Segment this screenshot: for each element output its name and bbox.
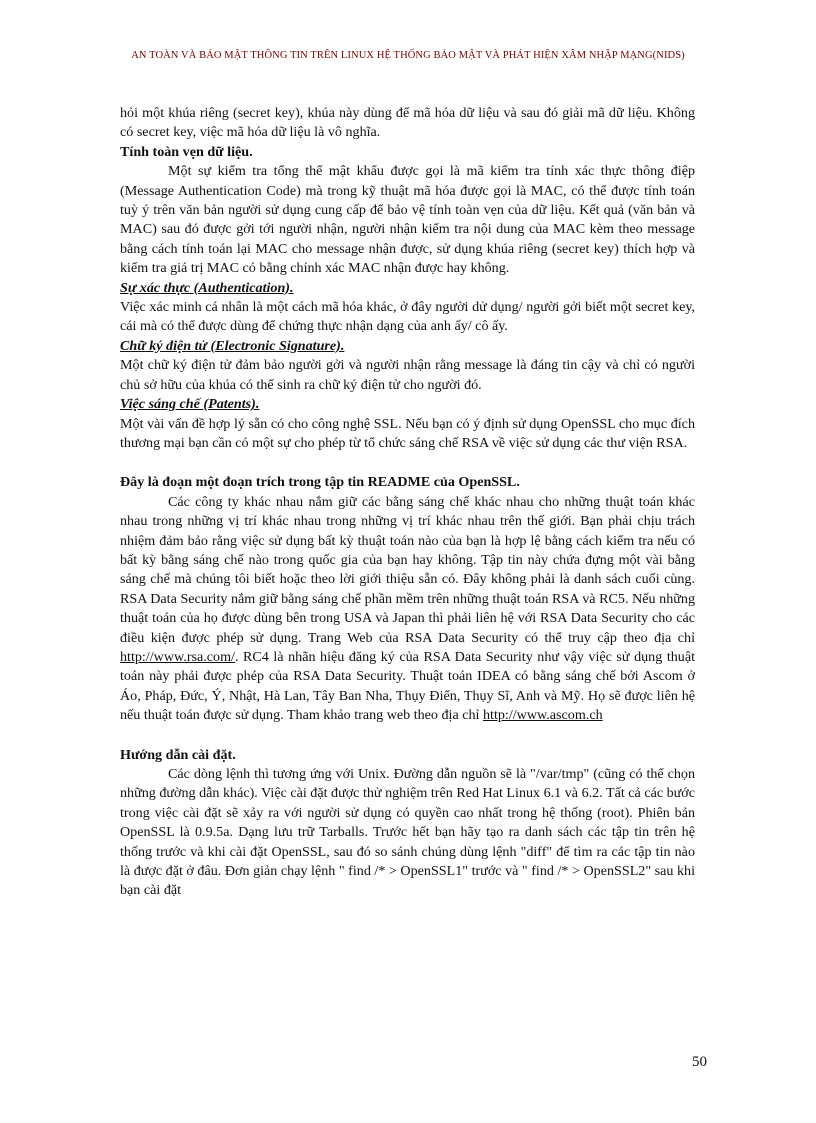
paragraph-authentication: Việc xác minh cá nhân là một cách mã hóa khác, ở đây người dử dụng/ người gởi biết một secret key, cái mà có thể được dùng để chứng thực nhận dạng của anh ấy/ cô ấy. [120, 299, 695, 335]
paragraph-data-integrity: Một sự kiểm tra tổng thể mật khẩu được gọi là mã kiểm tra tính xác thực thông điệp (Message Authentication Code) mà trong kỹ thuật mã hóa được gọi là MAC, có thể được tính toán tuỳ ý trên văn bản người sử dụng cung cấp để bảo vệ tính toàn vẹn của dữ liệu. Kết quả (văn bản và MAC) sau đó được gởi tới người nhận, người nhận kiểm tra nội dung của MAC kèm theo message bằng cách tính toán lại MAC cho message nhận được, sử dụng khúa riêng (secret key) thích hợp và kiểm tra giá trị MAC có bằng chính xác MAC nhận được hay không. [120, 163, 695, 277]
page-number: 50 [692, 1054, 707, 1070]
body-text [120, 104, 695, 901]
paragraph-patents: Một vài vấn đề hợp lý sẵn có cho công nghệ SSL. Nếu bạn có ý định sử dụng OpenSSL cho mục đích thương mại bạn cần có một sự cho phép từ tổ chức sáng chế RSA về việc sử dụng các thư viện RSA. [120, 415, 695, 451]
spacer [120, 453, 695, 473]
rsa-link[interactable]: http://www.rsa.com/ [120, 648, 235, 665]
spacer [120, 726, 695, 746]
running-header: AN TOÀN VÀ BẢO MẬT THÔNG TIN TRÊN LINUX HỆ THỐNG BẢO MẬT VÀ PHÁT HIỆN XÂM NHẬP MẠNG(NIDS) [131, 50, 685, 61]
paragraph-electronic-signature: Một chữ ký điện tử đảm bảo người gởi và người nhận rằng message là đáng tin cậy và chỉ có người chủ sở hữu của khúa có thể sinh ra chữ ký điện tử cho người đó. [120, 357, 695, 393]
paragraph-readme-excerpt [120, 493, 695, 726]
ascom-link[interactable]: http://www.ascom.ch [482, 707, 603, 724]
readme-text-part-2: . RC4 là nhãn hiệu đăng ký của RSA Data Security như vậy việc sử dụng thuật toán này phải được phép của RSA Data Security. Thuật toán IDEA có bằng sáng chế bởi Ascom ở Áo, Pháp, Đức, Ý, Nhật, Hà Lan, Tây Ban Nha, Thụy Điển, Thụy Sĩ, Anh và Mỹ. Họ sẽ được liên hệ nếu thuật toán được sử dụng. Tham khảo trang web theo địa chỉ [120, 648, 695, 724]
heading-readme-excerpt: Đây là đoạn một đoạn trích trong tập tin README của OpenSSL. [120, 474, 520, 491]
intro-paragraph: hỏi một khúa riêng (secret key), khúa này dùng để mã hóa dữ liệu và sau đó giải mã dữ liệu. Không có secret key, việc mã hóa dữ liệu là vô nghĩa. [120, 105, 695, 141]
heading-data-integrity: Tính toàn vẹn dữ liệu. [120, 143, 253, 160]
readme-text-part-1: Các công ty khác nhau nắm giữ các bằng sáng chế khác nhau cho những thuật toán khác nhau trong những vị trí khác nhau trong những vị trí khác nhau trên thế giới. Bạn phải chịu trách nhiệm đảm bảo rằng việc sử dụng bất kỳ thuật toán nào của bạn là hợp lệ bằng cách kiểm tra nếu có bất kỳ bằng sáng chế nào trong quốc gia của bạn hay không. Tập tin này chứa đựng một vài bằng sáng chế mà chúng tôi biết hoặc theo lời giới thiệu sẵn có. Đây không phải là danh sách cuối cùng. RSA Data Security nắm giữ bằng sáng chế phần mềm trên những thuật toán RSA và RC5. Nếu những thuật toán của họ được dùng bên trong USA và Japan thì phải liên hệ với RSA Data Security cho các điều kiện được phép sử dụng. Trang Web của RSA Data Security có thể truy cập theo địa chỉ [120, 493, 695, 646]
heading-electronic-signature: Chữ ký điện tử (Electronic Signature). [120, 337, 345, 354]
heading-patents: Việc sáng chế (Patents). [120, 396, 260, 413]
heading-authentication: Sự xác thực (Authentication). [120, 279, 294, 296]
heading-installation: Hướng dẫn cài đặt. [120, 746, 236, 763]
paragraph-installation: Các dòng lệnh thì tương ứng với Unix. Đường dẫn nguồn sẽ là "/var/tmp" (cũng có thể chọn những đường dẫn khác). Việc cài đặt được thử nghiệm trên Red Hat Linux 6.1 và 6.2. Tất cả các bước trong việc cài đặt sẽ xảy ra với người sử dụng có quyền cao nhất trong hệ thống (root). Phiên bản OpenSSL là 0.9.5a. Dạng lưu trữ Tarballs. Trước hết bạn hãy tạo ra danh sách các tập tin trên hệ thống trước và khi cài đặt OpenSSL, sau đó so sánh chúng dùng lệnh "diff" để tìm ra các tập tin nào là được đặt ở đâu. Đơn giản chạy lệnh " find /* > OpenSSL1" trước và " find /* > OpenSSL2" sau khi bạn cài đặt [120, 766, 696, 899]
